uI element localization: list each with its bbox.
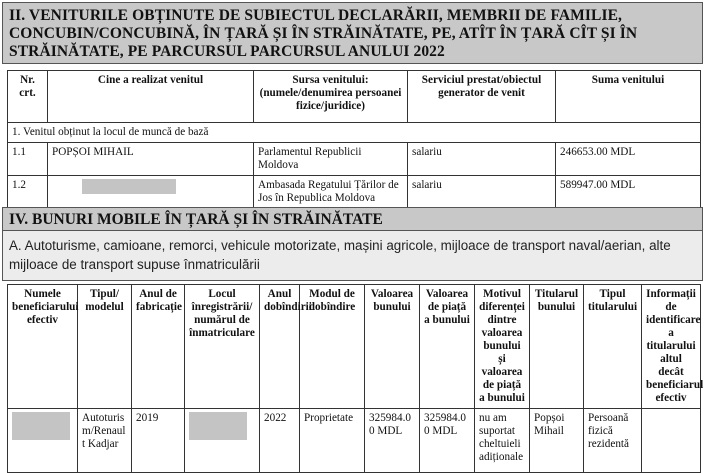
row-year: 2019 (132, 409, 185, 473)
table-row (8, 409, 701, 473)
header-holder-info: Informații de identificare a titularului altul decât beneficiarul efectiv (642, 285, 701, 409)
section-2-header (2, 2, 703, 64)
row-market-value: 325984.00 MDL (420, 409, 475, 473)
header-nr: Nr. crt. (8, 71, 48, 123)
redacted-block (82, 179, 176, 194)
section-2-title: II. VENITURILE OBȚINUTE DE SUBIECTUL DECLARĂRII, MEMBRII DE FAMILIE, CONCUBIN/CONCUBINĂ, ÎN ȚARĂ ȘI ÎN STRĂINĂTATE, PE, ATÎT ÎN ȚARĂ CÎT ȘI ÎN STRĂINĂTATE, PE PARCURSUL PARCURSUL ANULUI 2022 (9, 7, 638, 60)
section-4-title: IV. BUNURI MOBILE ÎN ȚARĂ ȘI ÎN STRĂINĂTATE (9, 211, 383, 228)
header-model: Tipul/ modelul (78, 285, 132, 409)
header-market-value: Valoarea de piață a bunului (420, 285, 475, 409)
income-group-label: 1. Venitul obținut la locul de muncă de bază (8, 123, 701, 143)
header-amount: Suma venitului (556, 71, 701, 123)
income-table-header-row (8, 71, 701, 123)
row-holder: Popșoi Mihail (530, 409, 584, 473)
row-owner (8, 409, 78, 473)
section-4-header (2, 207, 703, 231)
header-acquisition-year: Anul dobîndirii (260, 285, 300, 409)
row-mode: Proprietate (300, 409, 365, 473)
header-mode: Modul de dobîndire (300, 285, 365, 409)
income-table (7, 70, 701, 209)
section-4-subheader (2, 231, 703, 281)
row-amount: 589947.00 MDL (556, 176, 701, 209)
header-service: Serviciul prestat/obiectul generator de venit (408, 71, 556, 123)
row-source: Parlamentul Republicii Moldova (254, 143, 408, 176)
header-value: Valoarea bunului (365, 285, 420, 409)
row-holder-type: Persoană fizică rezidentă (584, 409, 642, 473)
income-group-row (8, 123, 701, 143)
row-amount: 246653.00 MDL (556, 143, 701, 176)
header-source: Sursa venitului: (numele/denumirea persoanei fizice/juridice) (254, 71, 408, 123)
row-source: Ambasada Regatului Țărilor de Jos în Republica Moldova (254, 176, 408, 209)
header-holder: Titularul bunului (530, 285, 584, 409)
redacted-block (189, 412, 247, 440)
vehicle-table-header-row (8, 285, 701, 409)
row-nr: 1.1 (8, 143, 48, 176)
row-registration (185, 409, 260, 473)
row-who (48, 176, 254, 209)
header-year: Anul de fabricație (132, 285, 185, 409)
row-nr: 1.2 (8, 176, 48, 209)
row-reason: nu am suportat cheltuieli adiționale (475, 409, 530, 473)
header-registration: Locul înregistrării/ numărul de înmatriculare (185, 285, 260, 409)
redacted-block (12, 412, 70, 440)
table-row (8, 176, 701, 209)
header-reason: Motivul diferenței dintre valoarea bunului și valoarea de piață a bunului (475, 285, 530, 409)
section-4-subtitle: A. Autoturisme, camioane, remorci, vehicule motorizate, mașini agricole, mijloace de transport naval/aerian, alte mijloace de transport supuse înmatriculării (9, 238, 671, 272)
table-row (8, 143, 701, 176)
row-holder-info (642, 409, 701, 473)
header-who: Cine a realizat venitul (48, 71, 254, 123)
row-model: Autoturism/Renault Kadjar (78, 409, 132, 473)
row-value: 325984.00 MDL (365, 409, 420, 473)
header-holder-type: Tipul titularului (584, 285, 642, 409)
header-owner: Numele beneficiarului efectiv (8, 285, 78, 409)
vehicle-table (7, 284, 704, 473)
row-service: salariu (408, 176, 556, 209)
row-service: salariu (408, 143, 556, 176)
row-who: POPȘOI MIHAIL (48, 143, 254, 176)
row-acquisition-year: 2022 (260, 409, 300, 473)
